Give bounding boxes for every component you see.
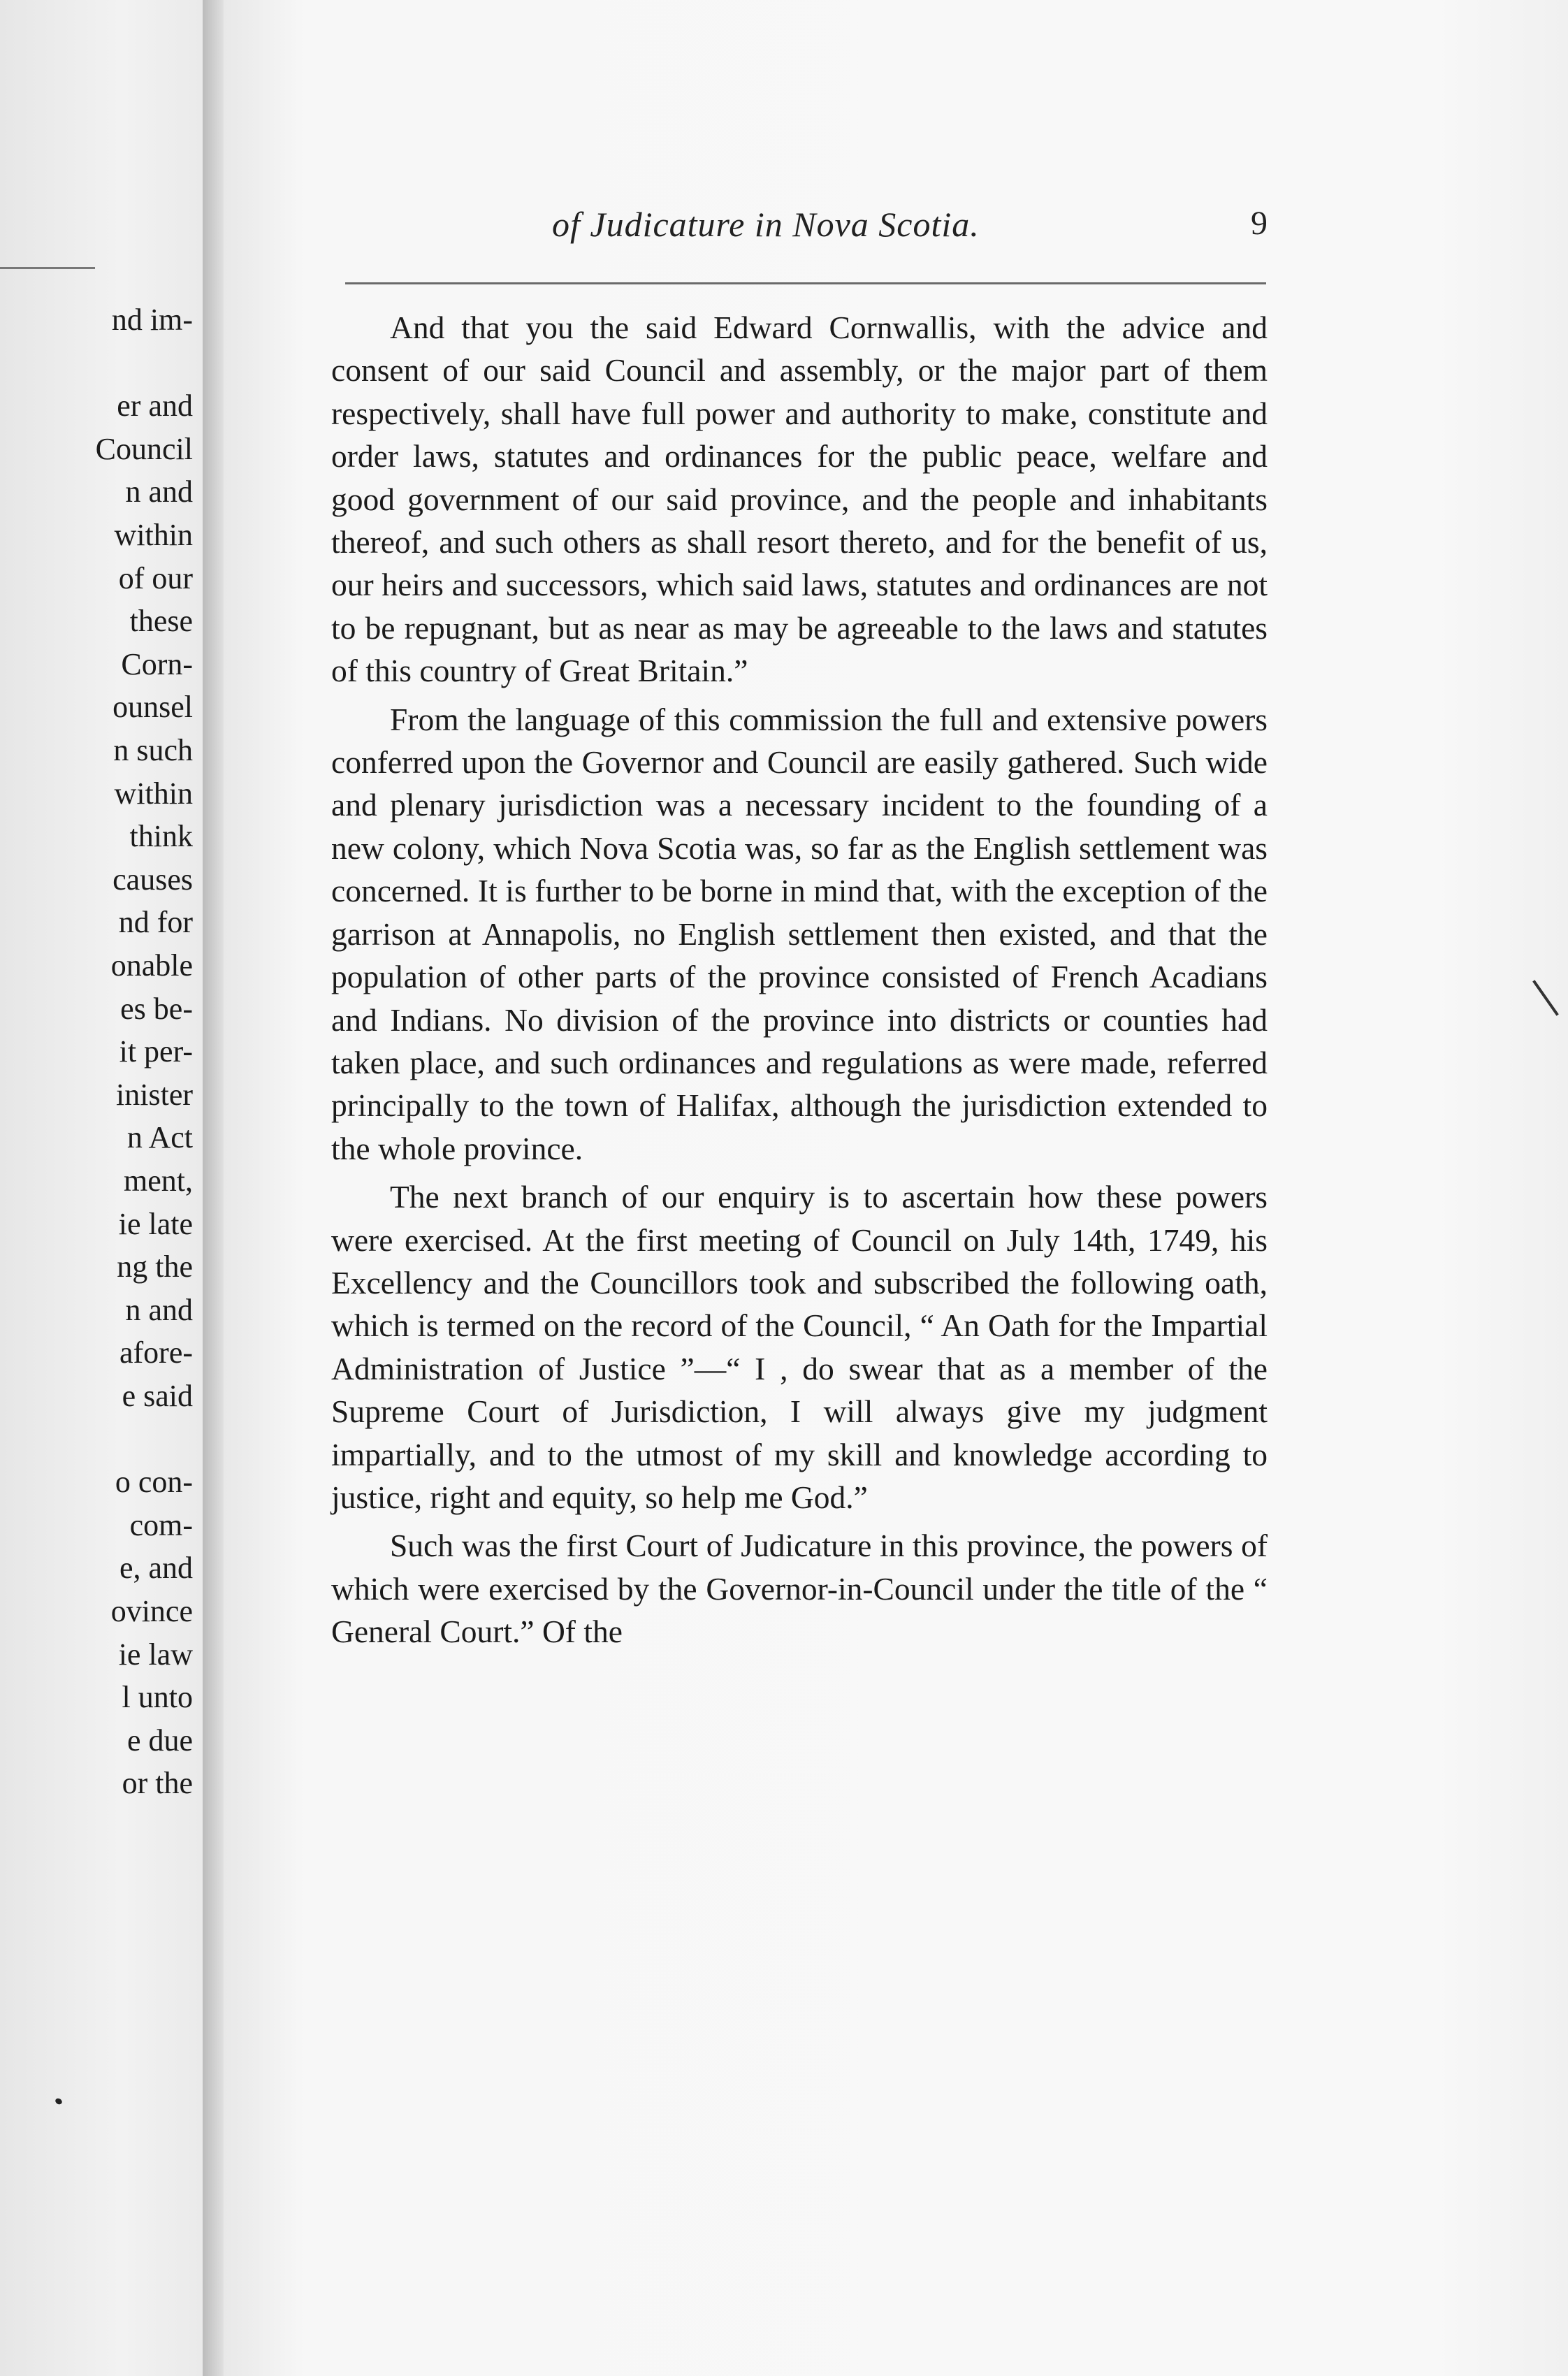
facing-page-line: ounsel: [112, 690, 193, 725]
facing-page-line: er and: [117, 389, 193, 423]
running-head: [224, 204, 1568, 260]
paragraph-general-court: Such was the first Court of Judicature in this province, the powers of which were exercised by the Governor-in-Council under the title of the “ General Court.” Of the: [331, 1528, 1268, 1650]
facing-page-line: l unto: [122, 1680, 193, 1715]
facing-page-line: es be-: [120, 991, 193, 1026]
running-title: of Judicature in Nova Scotia.: [552, 205, 980, 244]
header-rule: [345, 282, 1266, 284]
facing-page-line: Corn-: [121, 646, 193, 681]
facing-page-line: these: [129, 604, 193, 639]
book-gutter: [203, 0, 224, 2376]
facing-page-line: ovince: [110, 1594, 193, 1628]
facing-page-line: e due: [126, 1723, 193, 1758]
facing-page-line: o con-: [115, 1465, 193, 1500]
page-number: 9: [1251, 205, 1268, 242]
facing-page-line: causes: [112, 862, 193, 897]
facing-page-line: n such: [113, 733, 193, 767]
facing-page-line: e, and: [119, 1551, 193, 1586]
facing-page-line: n Act: [126, 1120, 193, 1155]
paragraph-oath: The next branch of our enquiry is to ascertain how these powers were exercised. At the first meeting of Council on July 14th, 1749, his Excellency and the Councillors took and subscribed the following oath, which is termed on the record of the Council, “ An Oath for the Impartial Administration of Justice ”—“ I , do swear that as a member of the Supreme Court of Jurisdiction, I will always give my judgment impartially, and to the utmost of my skill and knowledge according to justice, right and equity, so help me God.”: [331, 1179, 1268, 1515]
facing-page-line: it per-: [119, 1034, 193, 1069]
facing-page-line: ie late: [118, 1206, 193, 1241]
facing-page-line: ng the: [117, 1249, 193, 1284]
facing-page-line: e said: [122, 1379, 193, 1413]
margin-mark: [1532, 980, 1559, 1015]
facing-page-line: n and: [125, 475, 193, 509]
facing-page-line: n and: [125, 1292, 193, 1327]
book-page: [224, 0, 1568, 2376]
facing-page-line: afore-: [119, 1335, 193, 1370]
paragraph-powers: From the language of this commission the full and extensive powers conferred upon the Governor and Council are easily gathered. Such wide and plenary jurisdiction was a necessary incident to the founding of a new colony, which Nova Scotia was, so far as the English settlement was concerned. It is further to be borne in mind that, with the exception of the garrison at Annapolis, no English settlement then existed, and that the population of other parts of the province consisted of French Acadians and Indians. No division of the province into districts or counties had taken place, and such ordinances and regulations as were made, referred principally to the town of Halifax, although the jurisdiction extended to the whole province.: [331, 701, 1268, 1166]
facing-page-rule: [0, 267, 95, 269]
facing-page-line: or the: [122, 1766, 193, 1801]
facing-page-line: ie law: [118, 1637, 193, 1672]
facing-page-line: of our: [118, 560, 193, 595]
paragraph-commission-quote: And that you the said Edward Cornwallis, with the advice and consent of our said Council and assembly, or the major part of them respectively, shall have full power and authority to make, constitute and order laws, statutes and ordinances for the public peace, welfare and good government of our said province, and the people and inhabitants thereof, and such others as shall resort thereto, and for the benefit of us, our heirs and successors, which said laws, statutes and ordinances are not to be repugnant, but as near as may be agreeable to the laws and statutes of this country of Great Britain.”: [331, 310, 1268, 689]
facing-page-line: ment,: [124, 1164, 193, 1198]
facing-page-line: within: [114, 776, 193, 811]
facing-page-line: onable: [110, 948, 193, 983]
facing-page-line: think: [129, 819, 193, 854]
facing-page-line: Council: [95, 431, 193, 466]
facing-page-line: within: [114, 518, 193, 552]
facing-page-line: inister: [116, 1077, 193, 1112]
body-text: [331, 306, 1268, 1659]
facing-page-line: nd for: [118, 905, 193, 940]
facing-page-line: com-: [129, 1507, 193, 1542]
facing-page: [0, 0, 203, 2376]
facing-page-line: nd im-: [111, 303, 193, 337]
